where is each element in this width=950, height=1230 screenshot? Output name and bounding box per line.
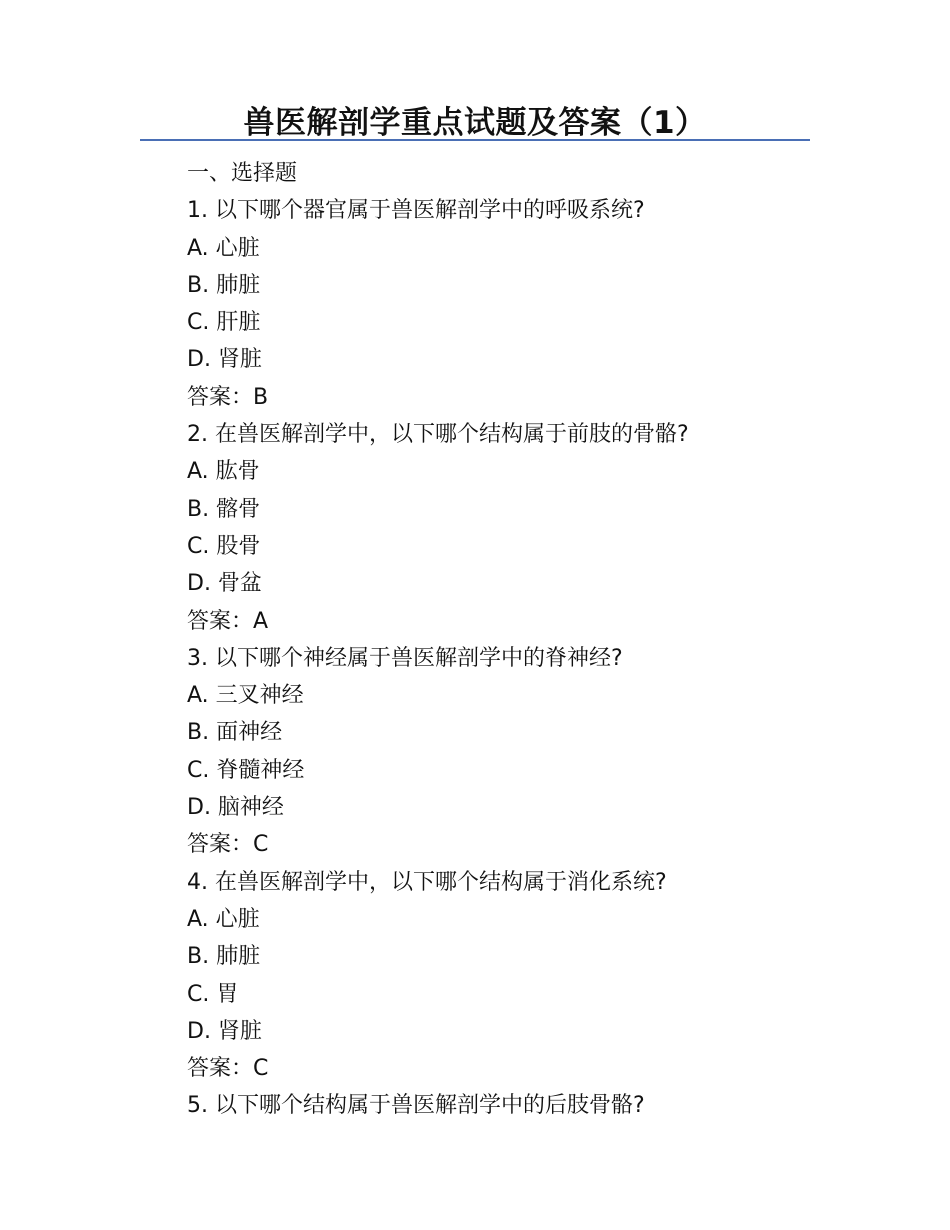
answer-line: 答案：C [187,832,269,858]
option-a: A. 三叉神经 [187,683,304,709]
question-stem: 3. 以下哪个神经属于兽医解剖学中的脊神经? [187,645,623,671]
option-c: C. 肝脏 [187,310,261,336]
section-heading: 一、选择题 [187,161,298,186]
document-body [187,155,887,1125]
question-block [187,416,887,640]
question-stem: 5. 以下哪个结构属于兽医解剖学中的后肢骨骼? [187,1093,645,1119]
option-b: B. 面神经 [187,720,283,746]
answer-line: 答案：C [187,1056,269,1082]
option-a: A. 心脏 [187,235,260,261]
option-d: D. 肾脏 [187,1018,262,1044]
option-d: D. 骨盆 [187,571,262,597]
option-b: B. 肺脏 [187,944,261,970]
answer-line: 答案：A [187,608,269,634]
title-underline [140,139,810,141]
question-stem: 1. 以下哪个器官属于兽医解剖学中的呼吸系统? [187,198,645,224]
option-d: D. 脑神经 [187,795,284,821]
option-a: A. 肱骨 [187,459,260,485]
question-stem: 4. 在兽医解剖学中，以下哪个结构属于消化系统? [187,869,667,895]
option-c: C. 脊髓神经 [187,757,305,783]
question-block [187,864,887,1088]
option-c: C. 股骨 [187,533,261,559]
option-b: B. 肺脏 [187,272,261,298]
option-a: A. 心脏 [187,906,260,932]
option-b: B. 髂骨 [187,496,261,522]
option-d: D. 肾脏 [187,347,262,373]
question-stem: 2. 在兽医解剖学中，以下哪个结构属于前肢的骨骼? [187,422,689,448]
answer-line: 答案：B [187,384,269,410]
question-block [187,640,887,864]
question-block [187,1087,887,1124]
document-title: 兽医解剖学重点试题及答案（1） [243,105,707,141]
question-block [187,192,887,416]
option-c: C. 胃 [187,981,239,1007]
